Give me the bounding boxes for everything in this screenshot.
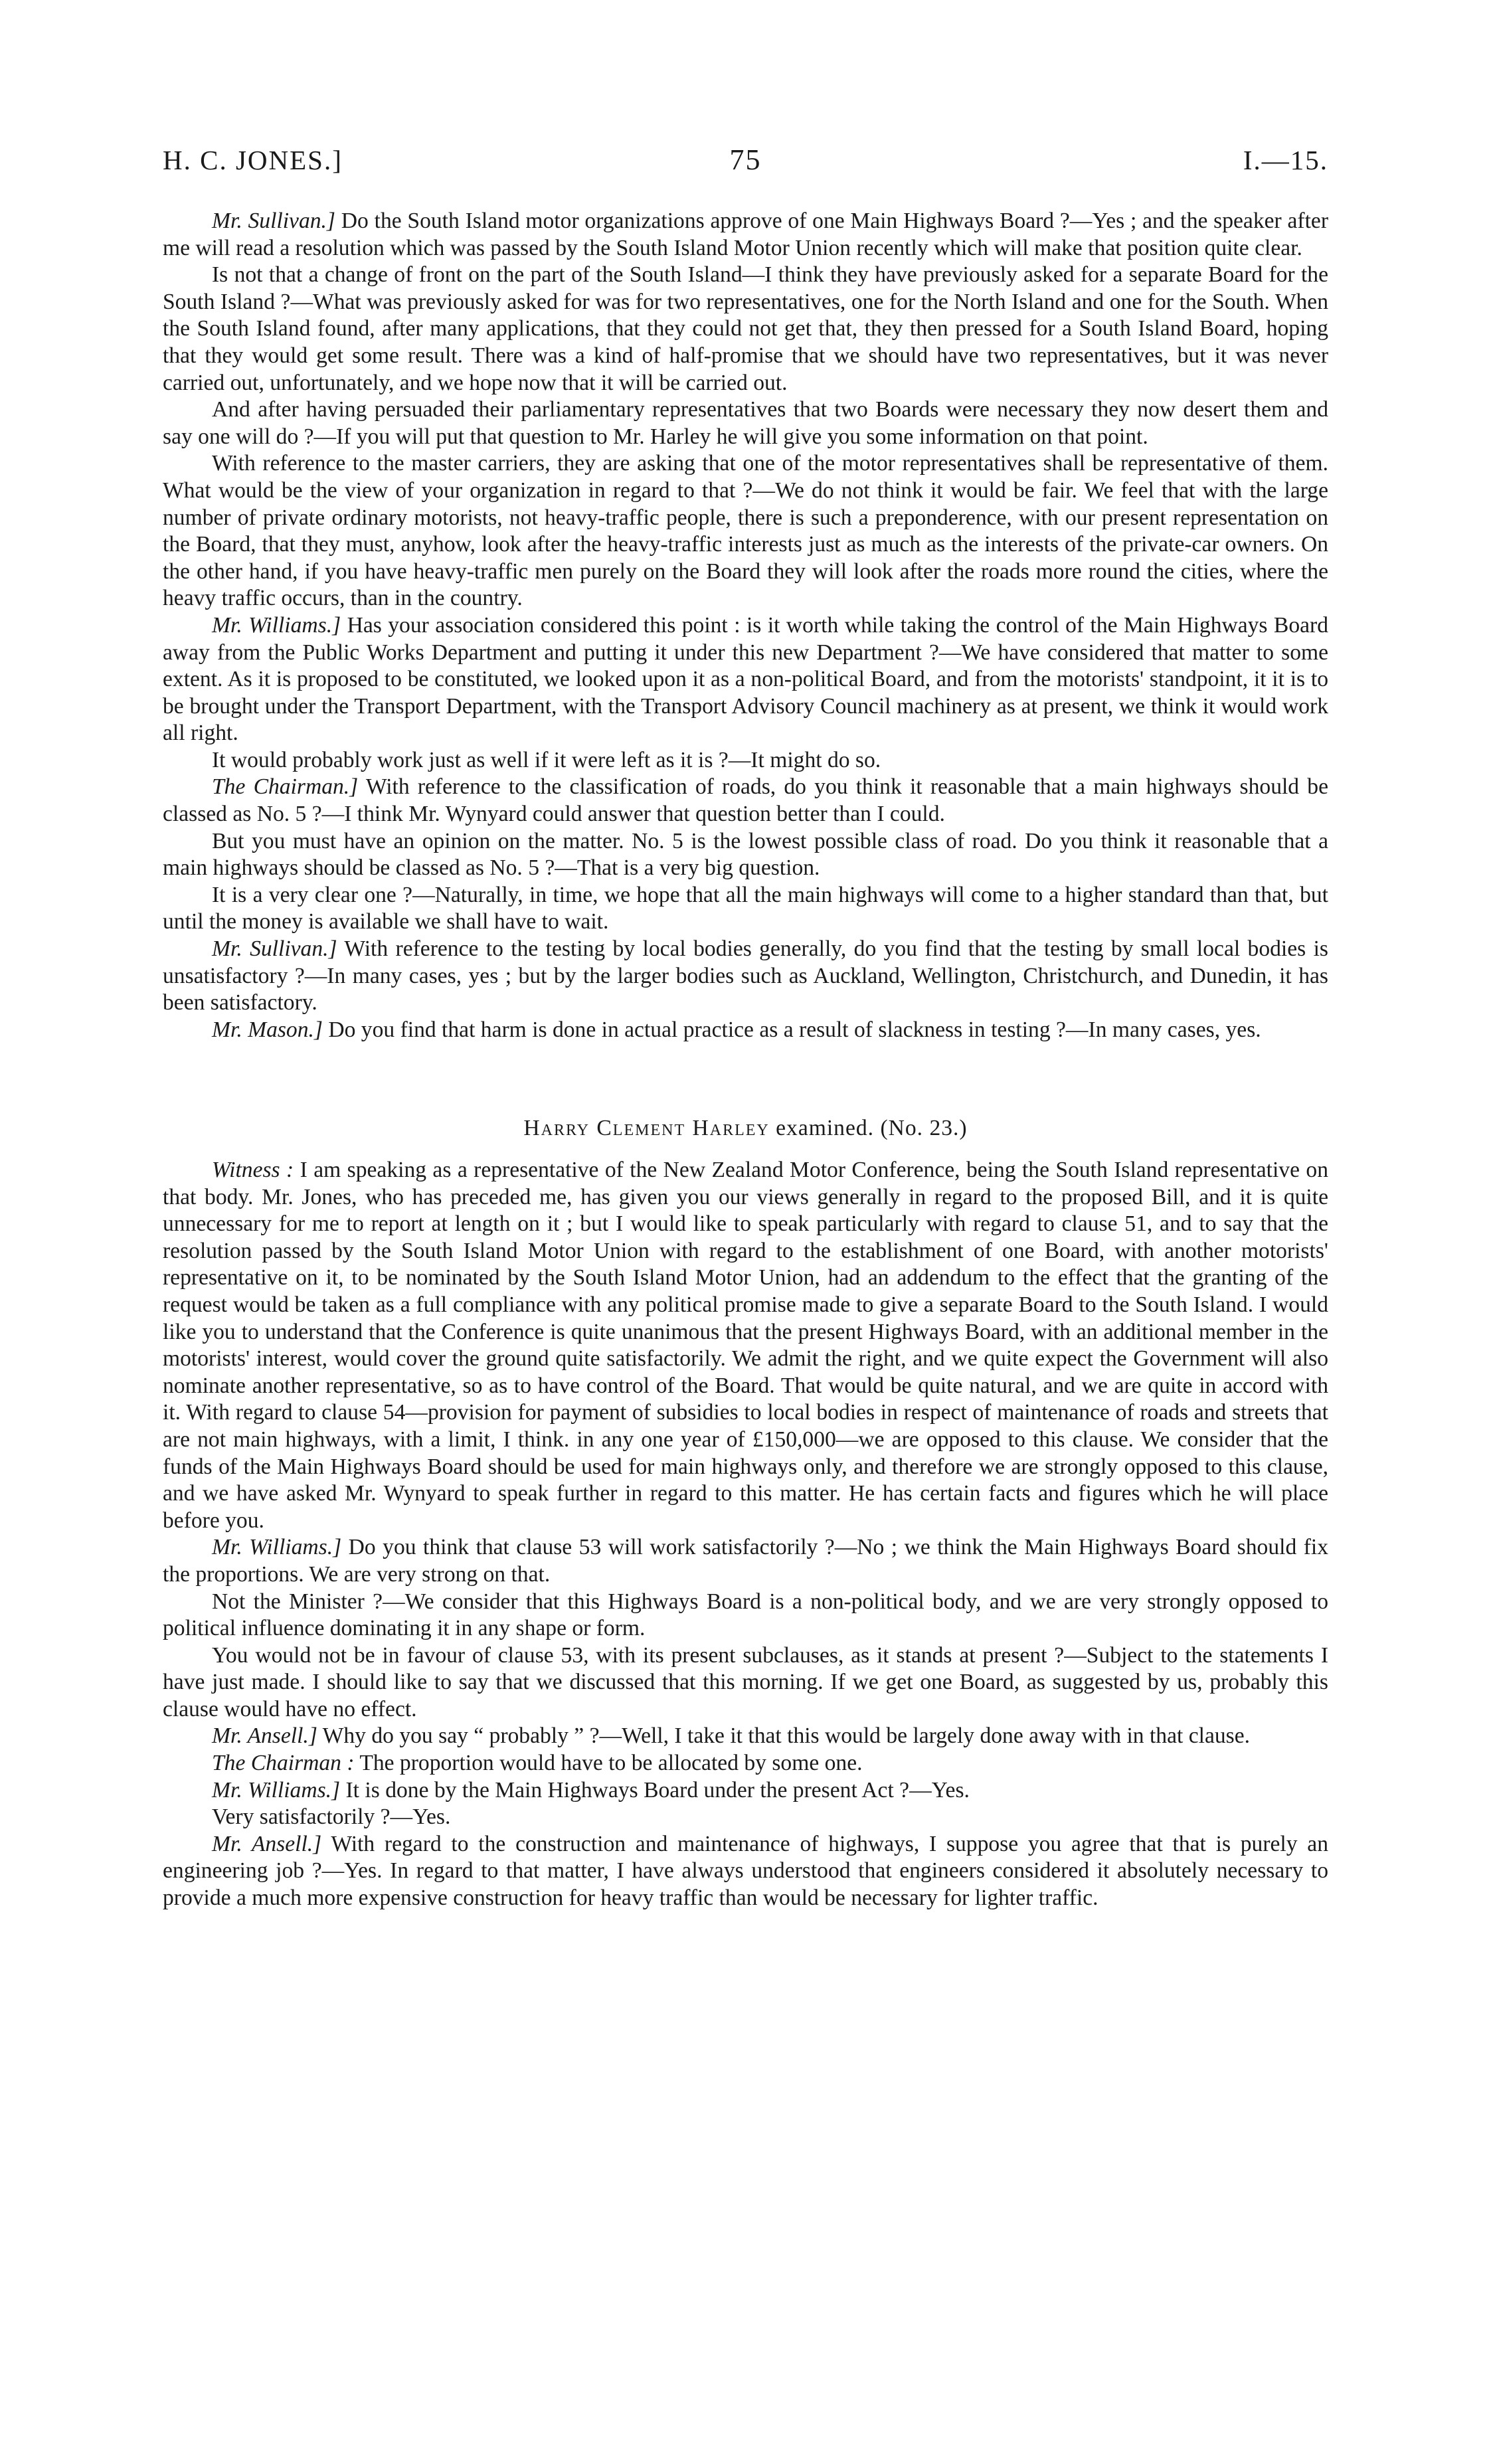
evidence-section-jones [163, 208, 1328, 1043]
paragraph [163, 262, 1328, 396]
section-heading-rest: examined. (No. 23.) [769, 1116, 968, 1141]
paragraph [163, 1534, 1328, 1588]
paragraph [163, 1831, 1328, 1912]
paragraph-text: Has your association considered this point : is it worth while taking the control of the Main Highways Board away from the Public Works Department and putting it under this new Department ?—We have considered that matter to some extent. As it is proposed to be constituted, we looked upon it as a non-political Board, and from the motorists' standpoint, it it is to be brought under the Transport Department, with the Transport Advisory Council machinery as at present, we think it would work all right. [163, 612, 1328, 746]
paragraph-text: But you must have an opinion on the matter. No. 5 is the lowest possible class of road. Do you think it reasonable that a main highways should be classed as No. 5 ?—That is a very big question. [163, 828, 1328, 881]
speaker-label: Mr. Ansell.] [212, 1831, 322, 1856]
paragraph [163, 1589, 1328, 1642]
paragraph-text: Do you find that harm is done in actual practice as a result of slackness in testing ?—In many cases, yes. [322, 1017, 1261, 1042]
paragraph-text: With reference to the master carriers, they are asking that one of the motor representatives shall be representative of them. What would be the view of your organization in regard to that ?—We do not think it would be fair. We feel that with the large number of private ordinary motorists, not heavy-traffic people, there is such a preponderence, with our present representation on the Board, that they must, anyhow, look after the heavy-traffic interests just as much as the interests of the private-car owners. On the other hand, if you have heavy-traffic men purely on the Board they will look after the roads more round the cities, where the heavy traffic occurs, than in the country. [163, 451, 1328, 611]
speaker-label: Mr. Ansell.] [212, 1723, 317, 1749]
body-text [163, 208, 1328, 1912]
speaker-label: The Chairman.] [212, 774, 359, 800]
paragraph-text: Why do you say “ probably ” ?—Well, I take it that this would be largely done away with in that clause. [317, 1723, 1251, 1749]
paragraph [163, 450, 1328, 612]
paragraph-text: Do you think that clause 53 will work satisfactorily ?—No ; we think the Main Highways Board should fix the proportions. We are very strong on that. [163, 1535, 1329, 1587]
evidence-section-harley [163, 1157, 1328, 1912]
paragraph [163, 882, 1328, 936]
paragraph [163, 1157, 1328, 1534]
paragraph-text: With regard to the construction and maintenance of highways, I suppose you agree that that is purely an engineering job ?—Yes. In regard to that matter, I have always understood that engineers considered it absolutely necessary to provide a much more expensive construction for heavy traffic than would be necessary for lighter traffic. [163, 1831, 1328, 1911]
witness-name: Harry Clement Harley [523, 1116, 770, 1141]
paragraph [163, 774, 1328, 828]
paragraph [163, 936, 1328, 1017]
speaker-label: The Chairman : [212, 1751, 355, 1776]
paragraph-text: With reference to the classification of roads, do you think it reasonable that a main highways should be classed as No. 5 ?—I think Mr. Wynyard could answer that question better than I could. [163, 774, 1328, 827]
paragraph [163, 1723, 1328, 1750]
paragraph [163, 612, 1328, 747]
paragraph-text: Very satisfactorily ?—Yes. [212, 1804, 451, 1830]
paragraph-text: You would not be in favour of clause 53, with its present subclauses, as it stands at present ?—Subject to the statements I have just made. I should like to say that we discussed that this morning. If we get one Board, as suggested by us, probably this clause would have no effect. [163, 1642, 1328, 1721]
paragraph [163, 1017, 1328, 1044]
paragraph-text: And after having persuaded their parliamentary representatives that two Boards were necessary they now desert them and say one will do ?—If you will put that question to Mr. Harley he will give you some information on that point. [163, 397, 1328, 449]
paragraph-text: It is a very clear one ?—Naturally, in time, we hope that all the main highways will come to a higher standard than that, but until the money is available we shall have to wait. [163, 882, 1328, 934]
speaker-label: Mr. Sullivan.] [212, 209, 336, 233]
paragraph-text: I am speaking as a representative of the New Zealand Motor Conference, being the South Island representative on that body. Mr. Jones, who has preceded me, has given you our views generally in regard to the proposed Bill, and it is quite unnecessary for me to report at length on it ; but I would like to speak particularly with regard to clause 51, and to say that the resolution passed by the South Island Motor Union with regard to the establishment of one Board, with another motorists' representative on it, to be nominated by the South Island Motor Union, had an addendum to the effect that the granting of the request would be taken as a full compliance with any political promise made to give a separate Board to the South Island. I would like you to understand that the Conference is quite unanimous that the present Highways Board, with an additional member in the motorists' interest, would cover the ground quite satisfactorily. We admit the right, and we quite expect the Government will also nominate another representative, so as to have control of the Board. That would be quite natural, and we are quite in accord with it. With regard to clause 54—provision for payment of subsidies to local bodies in respect of maintenance of roads and streets that are not main highways, with a limit, I think. in any one year of £150,000—we are opposed to this clause. We consider that the funds of the Main Highways Board should be used for main highways only, and therefore we are strongly opposed to this clause, and we have asked Mr. Wynyard to speak further in regard to this matter. He has certain facts and figures which he will place before you. [163, 1158, 1328, 1533]
section-heading [163, 1115, 1328, 1142]
header-witness-name: H. C. JONES.] [163, 145, 343, 175]
paragraph [163, 828, 1328, 882]
paragraph [163, 747, 1328, 774]
paragraph [163, 1777, 1328, 1804]
speaker-label: Mr. Mason.] [212, 1017, 323, 1042]
speaker-label: Witness : [212, 1158, 294, 1182]
paragraph-text: It is done by the Main Highways Board under the present Act ?—Yes. [340, 1777, 970, 1803]
paragraph-text: Do the South Island motor organizations approve of one Main Highways Board ?—Yes ; and the speaker after me will read a resolution which was passed by the South Island Motor Union recently which will make that position quite clear. [163, 209, 1328, 260]
speaker-label: Mr. Williams.] [212, 1535, 342, 1560]
paragraph-text: With reference to the testing by local bodies generally, do you find that the testing by small local bodies is unsatisfactory ?—In many cases, yes ; but by the larger bodies such as Auckland, Wellington, Christchurch, and Dunedin, it has been satisfactory. [163, 936, 1328, 1015]
paragraph-text: It would probably work just as well if it were left as it is ?—It might do so. [212, 747, 881, 772]
paragraph [163, 1750, 1328, 1777]
paragraph [163, 1642, 1328, 1723]
speaker-label: Mr. Sullivan.] [212, 936, 337, 962]
paragraph-text: The proportion would have to be allocated by some one. [354, 1751, 863, 1776]
paragraph [163, 1804, 1328, 1831]
document-reference: I.—15. [1243, 145, 1328, 175]
speaker-label: Mr. Williams.] [212, 612, 341, 638]
paragraph [163, 396, 1328, 450]
speaker-label: Mr. Williams.] [212, 1777, 341, 1803]
paragraph [163, 208, 1328, 262]
paragraph-text: Is not that a change of front on the part of the South Island—I think they have previously asked for a separate Board for the South Island ?—What was previously asked for was for two representatives, one for the North Island and one for the South. When the South Island found, after many applications, that they could not get that, they then pressed for a South Island Board, hoping that they would get some result. There was a kind of half-promise that we should have two representatives, but it was never carried out, unfortunately, and we hope now that it will be carried out. [163, 262, 1328, 395]
paragraph-text: Not the Minister ?—We consider that this Highways Board is a non-political body, and we are very strongly opposed to political influence dominating it in any shape or form. [163, 1589, 1328, 1641]
page-header [163, 143, 1328, 189]
page-number: 75 [729, 143, 762, 176]
